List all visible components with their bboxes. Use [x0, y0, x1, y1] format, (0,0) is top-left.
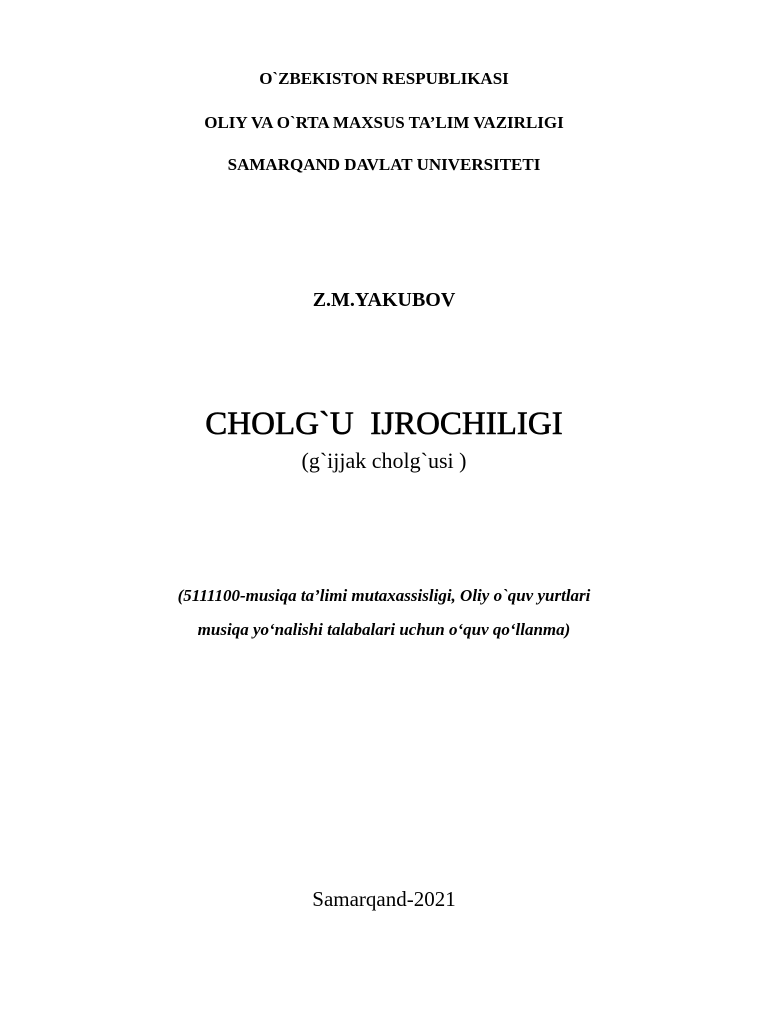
purpose-line-1: (5111100-musiqa ta’limi mutaxassisligi, Oliy o`quv yurtlari	[177, 586, 591, 605]
book-title: CHOLG`U IJROCHILIGI	[205, 406, 563, 442]
purpose-line-2: musiqa yo‘nalishi talabalari uchun o‘quv qo‘llanma)	[197, 620, 571, 639]
city-year: Samarqand-2021	[312, 887, 456, 911]
university-heading: SAMARQAND DAVLAT UNIVERSITETI	[227, 155, 541, 174]
author-name: Z.M.YAKUBOV	[312, 289, 456, 311]
republic-heading: O`ZBEKISTON RESPUBLIKASI	[259, 69, 509, 88]
book-subtitle: (g`ijjak cholg`usi )	[301, 448, 467, 473]
ministry-heading: OLIY VA O`RTA MAXSUS TA’LIM VAZIRLIGI	[204, 113, 564, 132]
